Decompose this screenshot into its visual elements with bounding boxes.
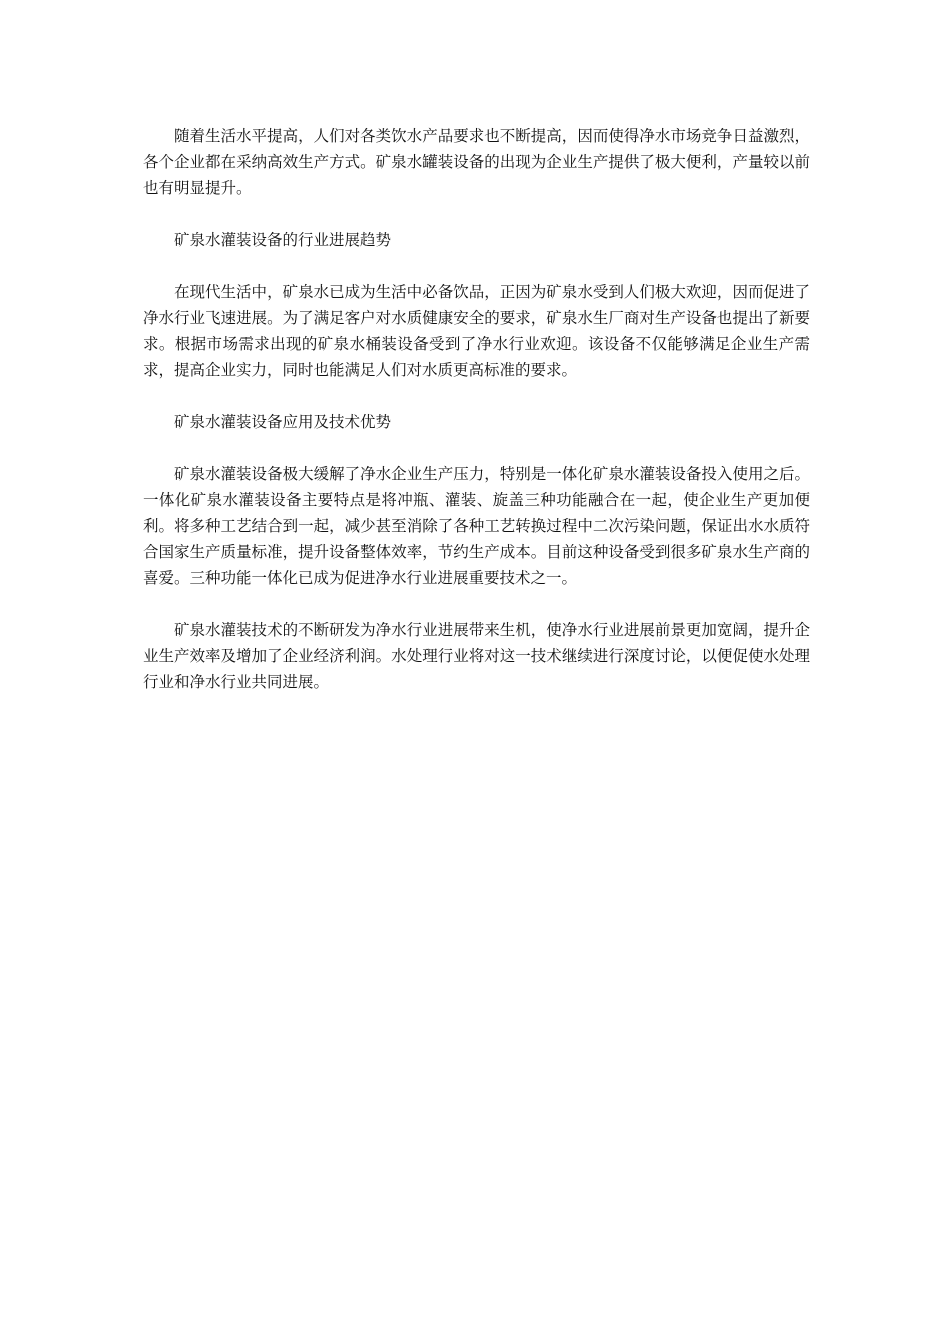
paragraph-gap xyxy=(143,591,810,617)
section-heading-trend: 矿泉水灌装设备的行业进展趋势 xyxy=(174,231,392,249)
document-body xyxy=(143,123,810,695)
section-heading-advantages: 矿泉水灌装设备应用及技术优势 xyxy=(174,413,392,431)
paragraph-gap xyxy=(143,435,810,461)
paragraph-trend: 在现代生活中，矿泉水已成为生活中必备饮品，正因为矿泉水受到人们极大欢迎，因而促进了净水行业飞速进展。为了满足客户对水质健康安全的要求，矿泉水生厂商对生产设备也提出了新要求。根据市场需求出现的矿泉水桶装设备受到了净水行业欢迎。该设备不仅能够满足企业生产需求，提高企业实力，同时也能满足人们对水质更高标准的要求。 xyxy=(143,283,810,379)
paragraph-gap xyxy=(143,383,810,409)
paragraph-advantages: 矿泉水灌装设备极大缓解了净水企业生产压力，特别是一体化矿泉水灌装设备投入使用之后。一体化矿泉水灌装设备主要特点是将冲瓶、灌装、旋盖三种功能融合在一起，使企业生产更加便利。将多种工艺结合到一起，减少甚至消除了各种工艺转换过程中二次污染问题，保证出水水质符合国家生产质量标准，提升设备整体效率，节约生产成本。目前这种设备受到很多矿泉水生产商的喜爱。三种功能一体化已成为促进净水行业进展重要技术之一。 xyxy=(143,465,810,587)
paragraph-intro: 随着生活水平提高，人们对各类饮水产品要求也不断提高，因而使得净水市场竞争日益激烈，各个企业都在采纳高效生产方式。矿泉水罐装设备的出现为企业生产提供了极大便利，产量较以前也有明显提升。 xyxy=(143,127,810,197)
paragraph-gap xyxy=(143,253,810,279)
paragraph-gap xyxy=(143,201,810,227)
paragraph-conclusion: 矿泉水灌装技术的不断研发为净水行业进展带来生机，使净水行业进展前景更加宽阔，提升企业生产效率及增加了企业经济利润。水处理行业将对这一技术继续进行深度讨论，以便促使水处理行业和净水行业共同进展。 xyxy=(143,621,810,691)
